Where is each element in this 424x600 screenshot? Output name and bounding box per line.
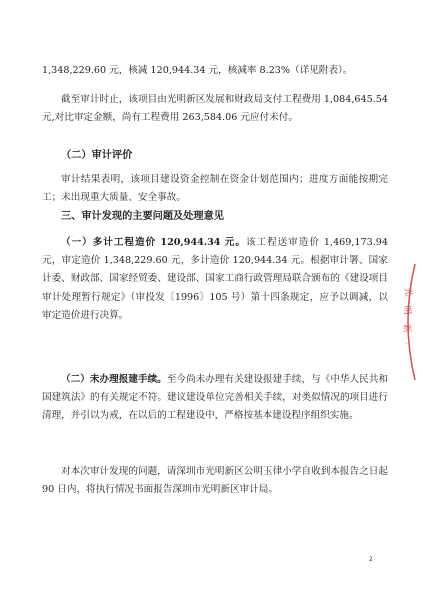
- overcharged-cost-body: 该工程送审造价 1,469,173.94 元，审定造价 1,348,229.60 元，多计造价 120,944.34 元。根据审计署、国家计委、财政部、国家经贸委、建设部、国家工商行政管理局联合颁布的《建设项目审计处理暂行规定》（审投发〔1996〕105 号）第十四条规定，应予以调减，以审定造价进行决算。: [42, 237, 389, 321]
- heading-audit-evaluation: （二）审计评价: [61, 150, 133, 161]
- paragraph-audit-evaluation: 审计结果表明，该项目建设资金控制在资金计划范围内；进度方面能按期完工；未出现重大质量、安全事故。: [42, 174, 388, 204]
- heading-section-3: 三、审计发现的主要问题及处理意见: [61, 211, 224, 222]
- paragraph-audit-reduction: 1,348,229.60 元，核减 120,944.34 元，核减率 8.23%（详见附表）。: [42, 65, 353, 76]
- overcharged-cost-heading: （一）多计工程造价 120,944.34 元。: [61, 237, 246, 248]
- svg-text:明: 明: [400, 305, 412, 316]
- paragraph-overcharged-cost: [42, 234, 388, 325]
- svg-text:新: 新: [400, 323, 412, 334]
- paragraph-payment-status: 截至审计时止，该项目由光明新区发展和财政局支付工程费用 1,084,645.54 元,对比审定金额，尚有工程费用 263,584.06 元应付未付。: [42, 94, 388, 124]
- paragraph-no-permit: [42, 371, 388, 426]
- official-seal-stamp: [397, 262, 419, 382]
- svg-text:·: ·: [401, 341, 412, 346]
- paragraph-report-deadline: 对本次审计发现的问题，请深圳市光明新区公明玉律小学自收到本报告之日起 90 日内，将执行情况书面报告深圳市光明新区审计局。: [42, 466, 388, 496]
- no-permit-body: 至今尚未办理有关建设报建手续，与《中华人民共和国建筑法》的有关规定不符。建议建设单位完善相关手续，对类似情况的项目进行清理，并引以为戒，在以后的工程建设中，严格按基本建设程序组织实施。: [42, 374, 389, 422]
- svg-text:光: 光: [401, 286, 414, 298]
- no-permit-heading: （二）未办理报建手续。: [61, 374, 167, 385]
- page-number: 2: [369, 556, 373, 563]
